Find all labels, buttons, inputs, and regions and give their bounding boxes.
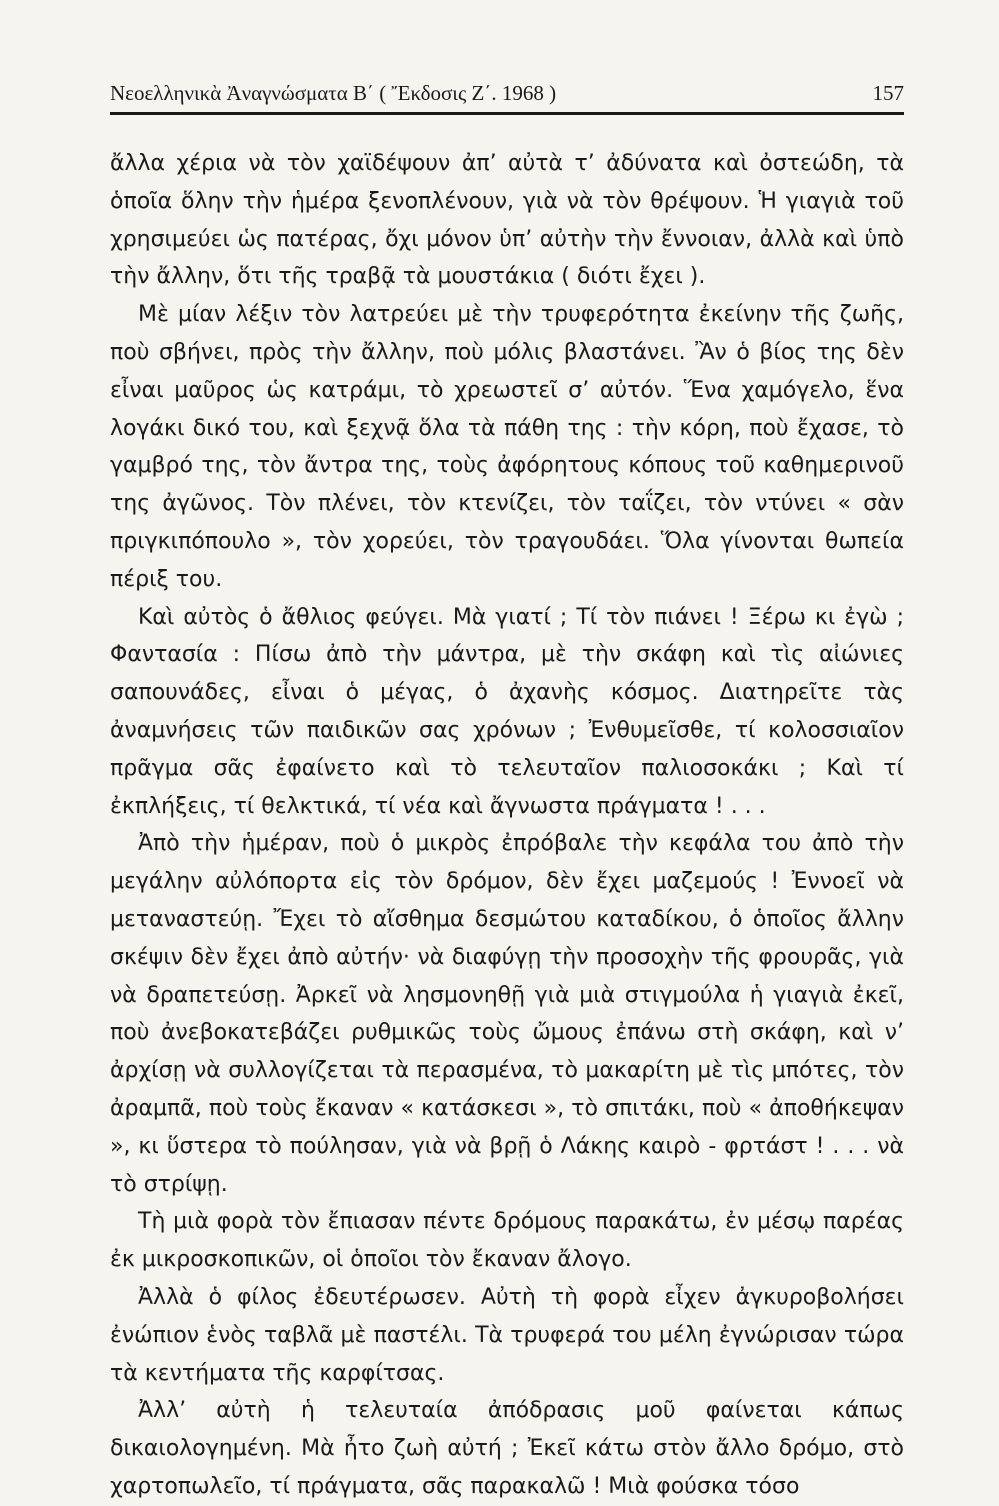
paragraph: Καὶ αὐτὸς ὁ ἄθλιος φεύγει. Μὰ γιατί ; Τί τὸν πιάνει ! Ξέρω κι ἐγὼ ; Φαντασία : Πίσω ἀπὸ τὴν μάντρα, μὲ τὴν σκάφη καὶ τὶς αἰώνιες σαπουνάδες, εἶναι ὁ μέγας, ὁ ἀχανὴς κόσμος. Διατηρεῖτε τὰς ἀναμνήσεις τῶν παιδικῶν σας χρόνων ; Ἐνθυμεῖσθε, τί κολοσσιαῖον πρᾶγμα σᾶς ἐφαίνετο καὶ τὸ τελευταῖον παλιοσοκάκι ; Καὶ τί ἐκπλήξεις, τί θελκτικά, τί νέα καὶ ἄγνωστα πράγματα ! . . . [110, 604, 904, 819]
paragraph: Ἀλλὰ ὁ φίλος ἐδευτέρωσεν. Αὐτὴ τὴ φορὰ εἶχεν ἀγκυροβολήσει ἐνώπιον ἑνὸς ταβλᾶ μὲ παστέλι. Τὰ τρυφερά του μέλη ἐγνώρισαν τώρα τὰ κεντήματα τῆς καρφίτσας. [110, 1284, 904, 1386]
paragraph: Ἀπὸ τὴν ἡμέραν, ποὺ ὁ μικρὸς ἐπρόβαλε τὴν κεφάλα του ἀπὸ τὴν μεγάλην αὐλόπορτα εἰς τὸν δρόμον, δὲν ἔχει μαζεμούς ! Ἐννοεῖ νὰ μεταναστεύῃ. Ἔχει τὸ αἴσθημα δεσμώτου καταδίκου, ὁ ὁποῖος ἄλλην σκέψιν δὲν ἔχει ἀπὸ αὐτήν· νὰ διαφύγῃ τὴν προσοχὴν τῆς φρουρᾶς, γιὰ νὰ δραπετεύσῃ. Ἀρκεῖ νὰ λησμονηθῇ γιὰ μιὰ στιγμούλα ἡ γιαγιὰ ἐκεῖ, ποὺ ἀνεβοκατεβάζει ρυθμικῶς τοὺς ὤμους ἐπάνω στὴ σκάφη, καὶ ν’ ἀρχίσῃ νὰ συλλογίζεται τὰ περασμένα, τὸ μακαρίτη μὲ τὶς μπότες, τὸν ἀραμπᾶ, ποὺ τοὺς ἔκαναν « κατάσκεσι », τὸ σπιτάκι, ποὺ « ἀποθήκεψαν », κι ὕστερα τὸ πούλησαν, γιὰ νὰ βρῇ ὁ Λάκης καιρὸ - φρτάστ ! . . . νὰ τὸ στρίψῃ. [110, 831, 904, 1197]
paragraph: Τὴ μιὰ φορὰ τὸν ἔπιασαν πέντε δρόμους παρακάτω, ἐν μέσῳ παρέας ἐκ μικροσκοπικῶν, οἱ ὁποῖοι τὸν ἔκαναν ἄλογο. [110, 1209, 904, 1273]
header-rule [110, 112, 904, 115]
paragraph-continued: ἄλλα χέρια νὰ τὸν χαϊδέψουν ἀπ’ αὐτὰ τ’ ἀδύνατα καὶ ὀστεώδη, τὰ ὁποῖα ὅλην τὴν ἡμέρα ξενοπλένουν, γιὰ νὰ τὸν θρέψουν. Ἡ γιαγιὰ τοῦ χρησιμεύει ὡς πατέρας, ὄχι μόνον ὑπ’ αὐτὴν τὴν ἔννοιαν, ἀλλὰ καὶ ὑπὸ τὴν ἄλλην, ὅτι τῆς τραβᾷ τὰ μουστάκια ( διότι ἔχει ). [110, 151, 904, 290]
page-number: 157 [872, 81, 904, 105]
body-text [110, 145, 904, 1506]
paragraph: Ἀλλ’ αὐτὴ ἡ τελευταία ἀπόδρασις μοῦ φαίνεται κάπως δικαιολογημένη. Μὰ ἦτο ζωὴ αὐτή ; Ἐκεῖ κάτω στὸν ἄλλο δρόμο, στὸ χαρτοπωλεῖο, τί πράγματα, σᾶς παρακαλῶ ! Μιὰ φούσκα τόσο [110, 1398, 904, 1499]
page-header [110, 80, 904, 112]
running-title: Νεοελληνικὰ Ἀναγνώσματα Β΄ ( Ἔκδοσις Ζ΄. 1968 ) [110, 81, 557, 105]
paragraph: Μὲ μίαν λέξιν τὸν λατρεύει μὲ τὴν τρυφερότητα ἐκείνην τῆς ζωῆς, ποὺ σβήνει, πρὸς τὴν ἄλλην, ποὺ μόλις βλαστάνει. Ἂν ὁ βίος της δὲν εἶναι μαῦρος ὡς κατράμι, τὸ χρεωστεῖ σ’ αὐτόν. Ἕνα χαμόγελο, ἕνα λογάκι δικό του, καὶ ξεχνᾷ ὅλα τὰ πάθη της : τὴν κόρη, ποὺ ἔχασε, τὸ γαμβρό της, τὸν ἄντρα της, τοὺς ἀφόρητους κόπους τοῦ καθημερινοῦ της ἀγῶνος. Τὸν πλένει, τὸν κτενίζει, τὸν ταΐζει, τὸν ντύνει « σὰν πριγκιπόπουλο », τὸν χορεύει, τὸν τραγουδάει. Ὅλα γίνονται θωπεία πέριξ του. [110, 302, 904, 592]
